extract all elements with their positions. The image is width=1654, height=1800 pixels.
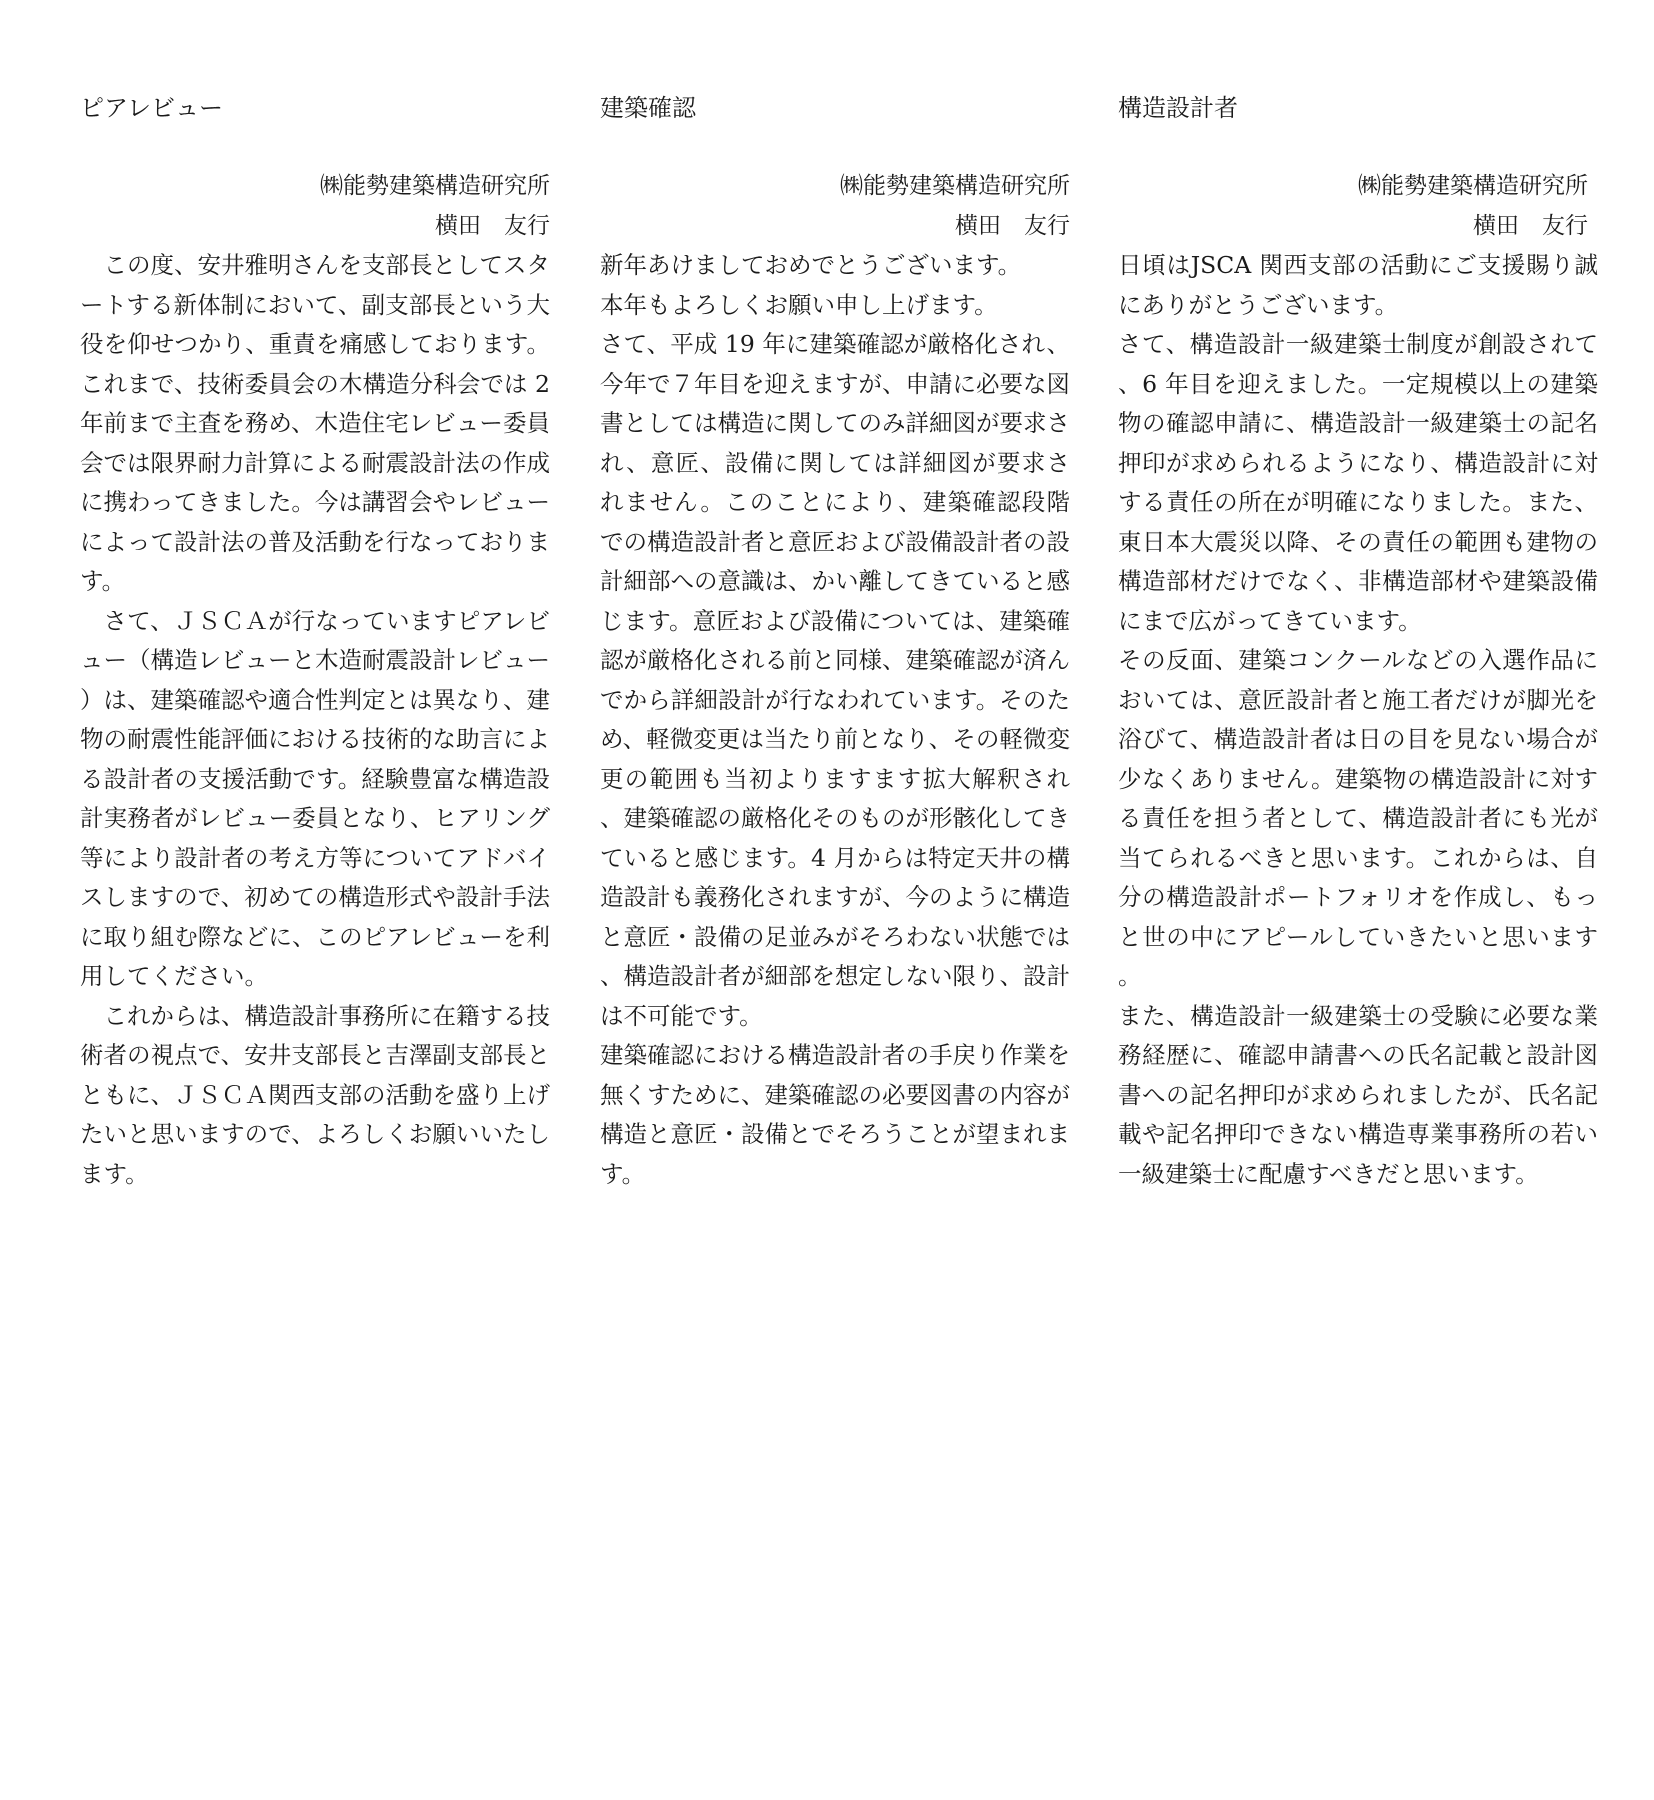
author-name: 横田 友行	[1473, 213, 1588, 239]
author-block	[840, 166, 1070, 246]
paragraph: 新年あけましておめでとうございます。	[600, 251, 1022, 279]
paragraph: さて、平成 19 年に建築確認が厳格化され、今年で７年目を迎えますが、申請に必要な図書としては構造に関してのみ詳細図が要求され、意匠、設備に関しては詳細図が要求されません。このことにより、建築確認段階での構造設計者と意匠および設備設計者の設計細部への意識は、かい離してきていると感じます。意匠および設備については、建築確認が厳格化される前と同様、建築確認が済んでから詳細設計が行なわれています。そのため、軽微変更は当たり前となり、その軽微変更の範囲も当初よりますます拡大解釈され、建築確認の厳格化そのものが形骸化してきていると感じます。4 月からは特定天井の構造設計も義務化されますが、今のように構造と意匠・設備の足並みがそろわない状態では、構造設計者が細部を想定しない限り、設計は不可能です。	[600, 330, 1070, 1030]
column-body	[80, 246, 550, 1194]
paragraph: この度、安井雅明さんを支部長としてスタートする新体制において、副支部長という大役を仰せつかり、重責を痛感しております。これまで、技術委員会の木構造分科会では 2 年前まで主査を務め、木造住宅レビュー委員会では限界耐力計算による耐震設計法の作成に携わってきました。今は講習会やレビューによって設計法の普及活動を行なっております。	[80, 251, 550, 595]
author-organization: ㈱能勢建築構造研究所	[840, 173, 1070, 199]
paragraph: また、構造設計一級建築士の受験に必要な業務経歴に、確認申請書への氏名記載と設計図書への記名押印が求められましたが、氏名記載や記名押印できない構造専業事務所の若い一級建築士に配慮すべきだと思います。	[1118, 1001, 1598, 1188]
author-organization: ㈱能勢建築構造研究所	[320, 173, 550, 199]
author-block	[320, 166, 550, 246]
author-name: 横田 友行	[955, 213, 1070, 239]
author-name: 横田 友行	[435, 213, 550, 239]
cut-off-previous-page-text	[0, 0, 1654, 4]
paragraph: さて、ＪＳＣＡが行なっていますピアレビュー（構造レビューと木造耐震設計レビュー）は、建築確認や適合性判定とは異なり、建物の耐震性能評価における技術的な助言による設計者の支援活動です。経験豊富な構造設計実務者がレビュー委員となり、ヒアリング等により設計者の考え方等についてアドバイスしますので、初めての構造形式や設計手法に取り組む際などに、このピアレビューを利用してください。	[80, 606, 550, 990]
paragraph: 日頃はJSCA 関西支部の活動にご支援賜り誠にありがとうございます。	[1118, 251, 1598, 319]
author-organization: ㈱能勢建築構造研究所	[1358, 173, 1588, 199]
paragraph: 建築確認における構造設計者の手戻り作業を無くすために、建築確認の必要図書の内容が構造と意匠・設備とでそろうことが望まれます。	[600, 1041, 1070, 1188]
column-body	[600, 246, 1070, 1194]
author-block	[1358, 166, 1588, 246]
paragraph: さて、構造設計一級建築士制度が創設されて、6 年目を迎えました。一定規模以上の建築物の確認申請に、構造設計一級建築士の記名押印が求められるようになり、構造設計に対する責任の所在が明確になりました。また、東日本大震災以降、その責任の範囲も建物の構造部材だけでなく、非構造部材や建築設備にまで広がってきています。	[1118, 330, 1598, 635]
column-title: 構造設計者	[1118, 94, 1238, 122]
paragraph: これからは、構造設計事務所に在籍する技術者の視点で、安井支部長と吉澤副支部長とともに、ＪＳＣＡ関西支部の活動を盛り上げたいと思いますので、よろしくお願いいたします。	[80, 1001, 550, 1188]
column-title: ピアレビュー	[80, 94, 224, 122]
column-title: 建築確認	[600, 94, 696, 122]
paragraph: その反面、建築コンクールなどの入選作品においては、意匠設計者と施工者だけが脚光を浴びて、構造設計者は日の目を見ない場合が少なくありません。建築物の構造設計に対する責任を担う者として、構造設計者にも光が当てられるべきと思います。これからは、自分の構造設計ポートフォリオを作成し、もっと世の中にアピールしていきたいと思います。	[1118, 646, 1598, 990]
column-body	[1118, 246, 1598, 1194]
paragraph: 本年もよろしくお願い申し上げます。	[600, 290, 998, 319]
